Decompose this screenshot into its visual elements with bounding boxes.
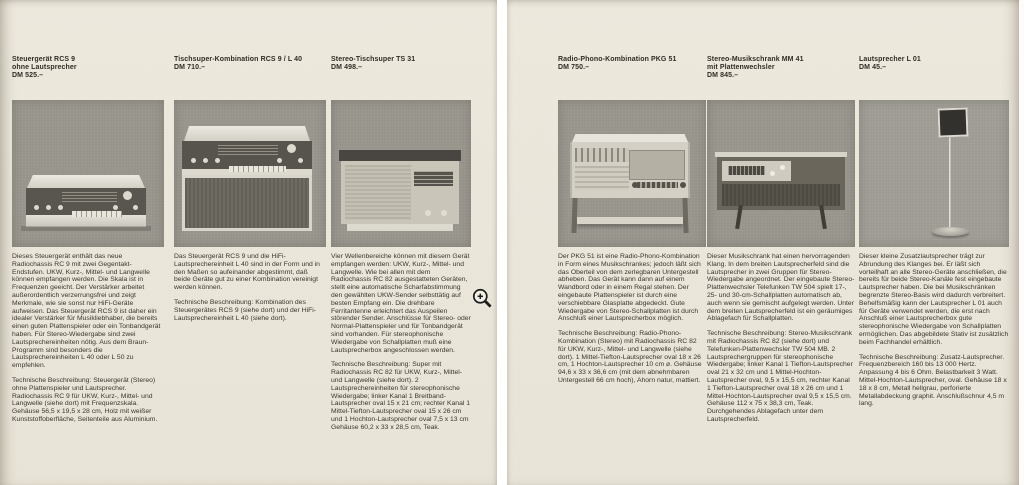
product-title (12, 56, 164, 80)
combination-illustration (182, 126, 312, 231)
product-column-rcs9-l40 (174, 0, 326, 485)
knob (780, 165, 785, 170)
product-tech-description: Technische Beschreibung: Super mit Radiochassis RC 82 für UKW, Kurz-, Mittel- und Langwelle (siehe dort). 2 Lautsprechereinheiten für stereophonische Wiedergabe; linker Kanal 1 Breitband-Lautsprecher oval 15 x 21 cm; rechter Kanal 1 Mittel-Tiefton-Lautsprecher oval 15 x 26 cm und 1 Hochton-Lautsprecher oval 7,5 x 13 cm Gehäuse 60,2 x 33 x 28,5 cm, Teak. (331, 361, 471, 431)
music-cabinet-illustration (717, 152, 845, 229)
product-tech-description: Technische Beschreibung: Radio-Phono-Kombination (Stereo) mit Radiochassis RC 82 für UKW, Kurz-, Mittel- und Langwelle (siehe dort). 1 Mittel-Tiefton-Lautsprecher oval 18 x 26 cm, 1 Hochton-Lautsprecher 10 cm ⌀. Gehäuse 94,6 x 33 x 36,6 cm (mit dem abnehmbaren Untergestell 66 cm hoch), Ahorn natur, mattiert. (558, 330, 702, 384)
receiver-lid (184, 126, 310, 141)
radio-panel (722, 161, 791, 181)
knob (287, 144, 296, 153)
product-title (174, 56, 326, 72)
product-tech-description: Technische Beschreibung: Steuergerät (Stereo) ohne Plattenspieler und Lautsprecher. Radiochassis RC 9 für UKW, Kurz-, Mittel- und Langwelle (siehe dort) mit Frequenzskala. Gehäuse 56,5 x 19,5 x 28 cm, Holz mit weißer Kunststoffoberfläche, Seitenteile aus Aluminium. (12, 376, 158, 423)
record-rack (575, 148, 629, 162)
console-leg (571, 198, 577, 233)
product-tech-description: Technische Beschreibung: Stereo-Musikschrank mit Radiochassis RC 82 (siehe dort) und Telefunken-Plattenwechsler TW 504 MB. 2 Lautsprechergruppen für stereophonische Wiedergabe; linker Kanal 1 Tiefton-Lautsprecher oval 21 x 32 cm und 1 Mittel-Hochton-Lautsprecher oval, 9,5 x 15,5 cm, rechter Kanal 1 Tiefton-Lautsprecher oval 18 x 26 cm und 1 Mittel-Hochton-Lautsprecher oval 9,5 x 15,5 cm. Gehäuse 112 x 75 x 38,3 cm, Teak. Durchgehendes Ablagefach unter dem Lautsprecherfeld. (707, 330, 853, 423)
product-price: DM 710.– (174, 64, 206, 71)
tuning-dial (728, 166, 765, 175)
product-photo-rcs9 (12, 100, 164, 247)
product-name-line: ohne Lautsprecher (12, 64, 77, 71)
right-page (507, 0, 1019, 485)
product-price: DM 845.– (707, 72, 739, 79)
knob (441, 210, 447, 216)
product-name-line: Lautsprecher L 01 (859, 56, 921, 63)
stand-speaker-illustration (859, 100, 1009, 247)
knob (215, 158, 220, 163)
product-name-line: Stereo-Musikschrank MM 41 (707, 56, 804, 63)
product-column-rcs9 (12, 0, 164, 485)
product-price: DM 498.– (331, 64, 363, 71)
knob (298, 158, 303, 163)
product-description: Vier Wellenbereiche können mit diesem Gerät empfangen werden: UKW, Kurz-, Mittel- und Langwelle. Wie bei allen mit dem Radiochassis RC 82 ausgestatteten Geräten, stellt eine automatische Scharfabstimmung den gewählten UKW-Sender selbsttätig auf besten Empfang ein. Die drehbare Ferritantenne erleichtert das Auspeilen störender Sender. Anschlüsse für Stereo- oder Normal-Plattenspieler und für Tonbandgerät sind vorhanden. Für stereophonische Wiedergabe von Schallplatten muß eine Lautsprecherbox angeschlossen werden. (331, 253, 471, 354)
product-column-l01 (859, 0, 1009, 485)
product-description: Dieses Steuergerät enthält das neue Radiochassis RC 9 mit zwei Gegentakt-Endstufen. UKW, Kurz-, Mittel- und Langwelle können empfangen werden. Die Skala ist in Frequenzen geeicht. Der Verstärker arbeitet außerordentlich verzerrungsfrei und zeigt Merkmale, wie sie sonst nur HiFi-Geräte aufweisen. Das Steuergerät RCS 9 ist daher ein idealer Verstärker für Musikliebhaber, die bereits einen guten Plattenspieler oder ein Tonbandgerät haben. Für Stereo-Wiedergabe sind zwei Lautsprechereinheiten nötig. Aus dem Braun-Programm sind besonders die Lautsprechereinheiten L 40 oder L 50 zu empfehlen. (12, 253, 161, 370)
knob (133, 205, 138, 210)
cabinet-top-edge (715, 152, 847, 157)
stand-base (932, 227, 969, 236)
speaker-fabric (722, 184, 840, 206)
receiver-lid (27, 175, 145, 188)
knob (34, 205, 39, 210)
radio-body (341, 161, 459, 224)
product-column-pkg51 (558, 0, 706, 485)
piano-keys (229, 166, 286, 172)
product-name-line: Stereo-Tischsuper TS 31 (331, 56, 416, 63)
knob (58, 205, 63, 210)
receiver-front-panel (182, 141, 312, 169)
tuning-dial (414, 171, 453, 186)
product-tech-description: Technische Beschreibung: Zusatz-Lautsprecher. Frequenzbereich 160 bis 13 000 Hertz. Anpassung 4 bis 6 Ohm. Belastbarkeit 3 Watt. Mittel-Hochton-Lautsprecher, oval. Gehäuse 18 x 18 x 8 cm, Metall hellgrau, perforierte Metallabdeckung graphit. Anschlußschnur 4,5 m lang. (859, 353, 1007, 408)
radio-base (347, 224, 453, 231)
piano-keys (72, 211, 122, 217)
tuning-dial (218, 145, 278, 156)
console-illustration (570, 134, 690, 233)
product-text (859, 253, 1009, 415)
cabinet-body (717, 152, 845, 210)
knob (277, 158, 282, 163)
piano-keys (637, 182, 678, 188)
product-photo-rcs9-l40 (174, 100, 326, 247)
product-name-line: Tischsuper-Kombination RCS 9 / L 40 (174, 56, 303, 63)
product-name-line: mit Plattenwechsler (707, 64, 775, 71)
knob (425, 210, 431, 216)
console-cabinet (570, 142, 690, 198)
product-name-line: Steuergerät RCS 9 (12, 56, 76, 63)
speaker-grille (182, 175, 312, 231)
product-photo-pkg51 (558, 100, 706, 247)
knob (46, 205, 51, 210)
product-title (558, 56, 706, 72)
left-page (0, 0, 497, 485)
console-leg (682, 198, 688, 233)
product-description: Dieser kleine Zusatzlautsprecher trägt zur Abrundung des Klanges bei. Er läßt sich vorteilhaft an alle Stereo-Geräte anschließen, die bereits für beide Stereo-Kanäle fest eingebaute Lautsprecher haben. Die bei Musikschränken begrenzte Stereo-Basis wird dadurch verbreitert. Behelfsmäßig kann der Lautsprecher L 01 auch für Geräte verwendet werden, die erst nach Anschluß einer Lautsprecherbox gute stereophonische Wiedergabe von Schallplatten ermöglichen. Das abgebildete Stativ ist zusätzlich beim Fachhandel erhältlich. (859, 253, 1009, 346)
speaker-head (938, 107, 969, 137)
product-photo-ts31 (331, 100, 471, 247)
product-text (174, 253, 326, 329)
radio-lid (339, 150, 461, 161)
console-top-rim (572, 134, 688, 142)
product-title (331, 56, 471, 72)
product-text (12, 253, 164, 431)
product-title (707, 56, 855, 80)
product-description: Der PKG 51 ist eine Radio-Phono-Kombination in Form eines Musikschrankes; jedoch läßt sich das Oberteil von dem zerlegbaren Untergestell abheben. Das Gerät kann dann auf einem Wandbord oder in einem Regal stehen. Der eingebaute Plattenspieler ist durch eine verschiebbare Glasplatte abgedeckt. Gute Wiedergabe von Stereo-Schallplatten ist durch Anschluß einer Lautsprecherbox möglich. (558, 253, 701, 323)
receiver-illustration (26, 175, 146, 227)
product-price: DM 525.– (12, 72, 44, 79)
knob (123, 191, 132, 200)
product-text (558, 253, 706, 392)
lower-shelf (577, 217, 683, 224)
knob (191, 158, 196, 163)
product-name-line: Radio-Phono-Kombination PKG 51 (558, 56, 677, 63)
product-title (859, 56, 1009, 72)
product-text (707, 253, 855, 431)
speaker-grille (345, 165, 411, 220)
turntable-deck (629, 150, 685, 180)
knob (680, 182, 686, 188)
product-column-ts31 (331, 0, 471, 485)
product-column-mm41 (707, 0, 855, 485)
page-gutter (497, 0, 507, 485)
knob (770, 171, 775, 176)
table-radio-illustration (341, 150, 459, 231)
product-text (331, 253, 471, 439)
product-tech-description: Technische Beschreibung: Kombination des Steuergerätes RCS 9 (siehe dort) und der HiFi-Lautsprechereinheit L 40 (siehe dort). (174, 298, 317, 322)
product-photo-l01 (859, 100, 1009, 247)
tuning-dial (62, 192, 117, 203)
knob (203, 158, 208, 163)
knob (113, 205, 118, 210)
front-slats (575, 166, 629, 190)
product-price: DM 45.– (859, 64, 887, 71)
product-description: Dieser Musikschrank hat einen hervorragenden Klang. In dem breiten Lautsprecherfeld sind die Lautsprecher in zwei Gruppen für Stereo-Wiedergabe angeordnet. Der eingebaute Stereo-Plattenwechsler Telefunken TW 504 spielt 17-, 25- und 30-cm-Schallplatten automatisch ab, auch wenn sie gemischt aufgelegt werden. Unter dem breiten Lautsprecherfeld ist ein geräumiges Ablagefach für Schallplatten. (707, 253, 855, 323)
product-photo-mm41 (707, 100, 855, 247)
product-price: DM 750.– (558, 64, 590, 71)
product-description: Das Steuergerät RCS 9 und die HiFi-Lautsprechereinheit L 40 sind in der Form und in den Maßen so aufeinander abgestimmt, daß beide Geräte gut zu einer Kombination vereinigt werden können. (174, 253, 320, 292)
